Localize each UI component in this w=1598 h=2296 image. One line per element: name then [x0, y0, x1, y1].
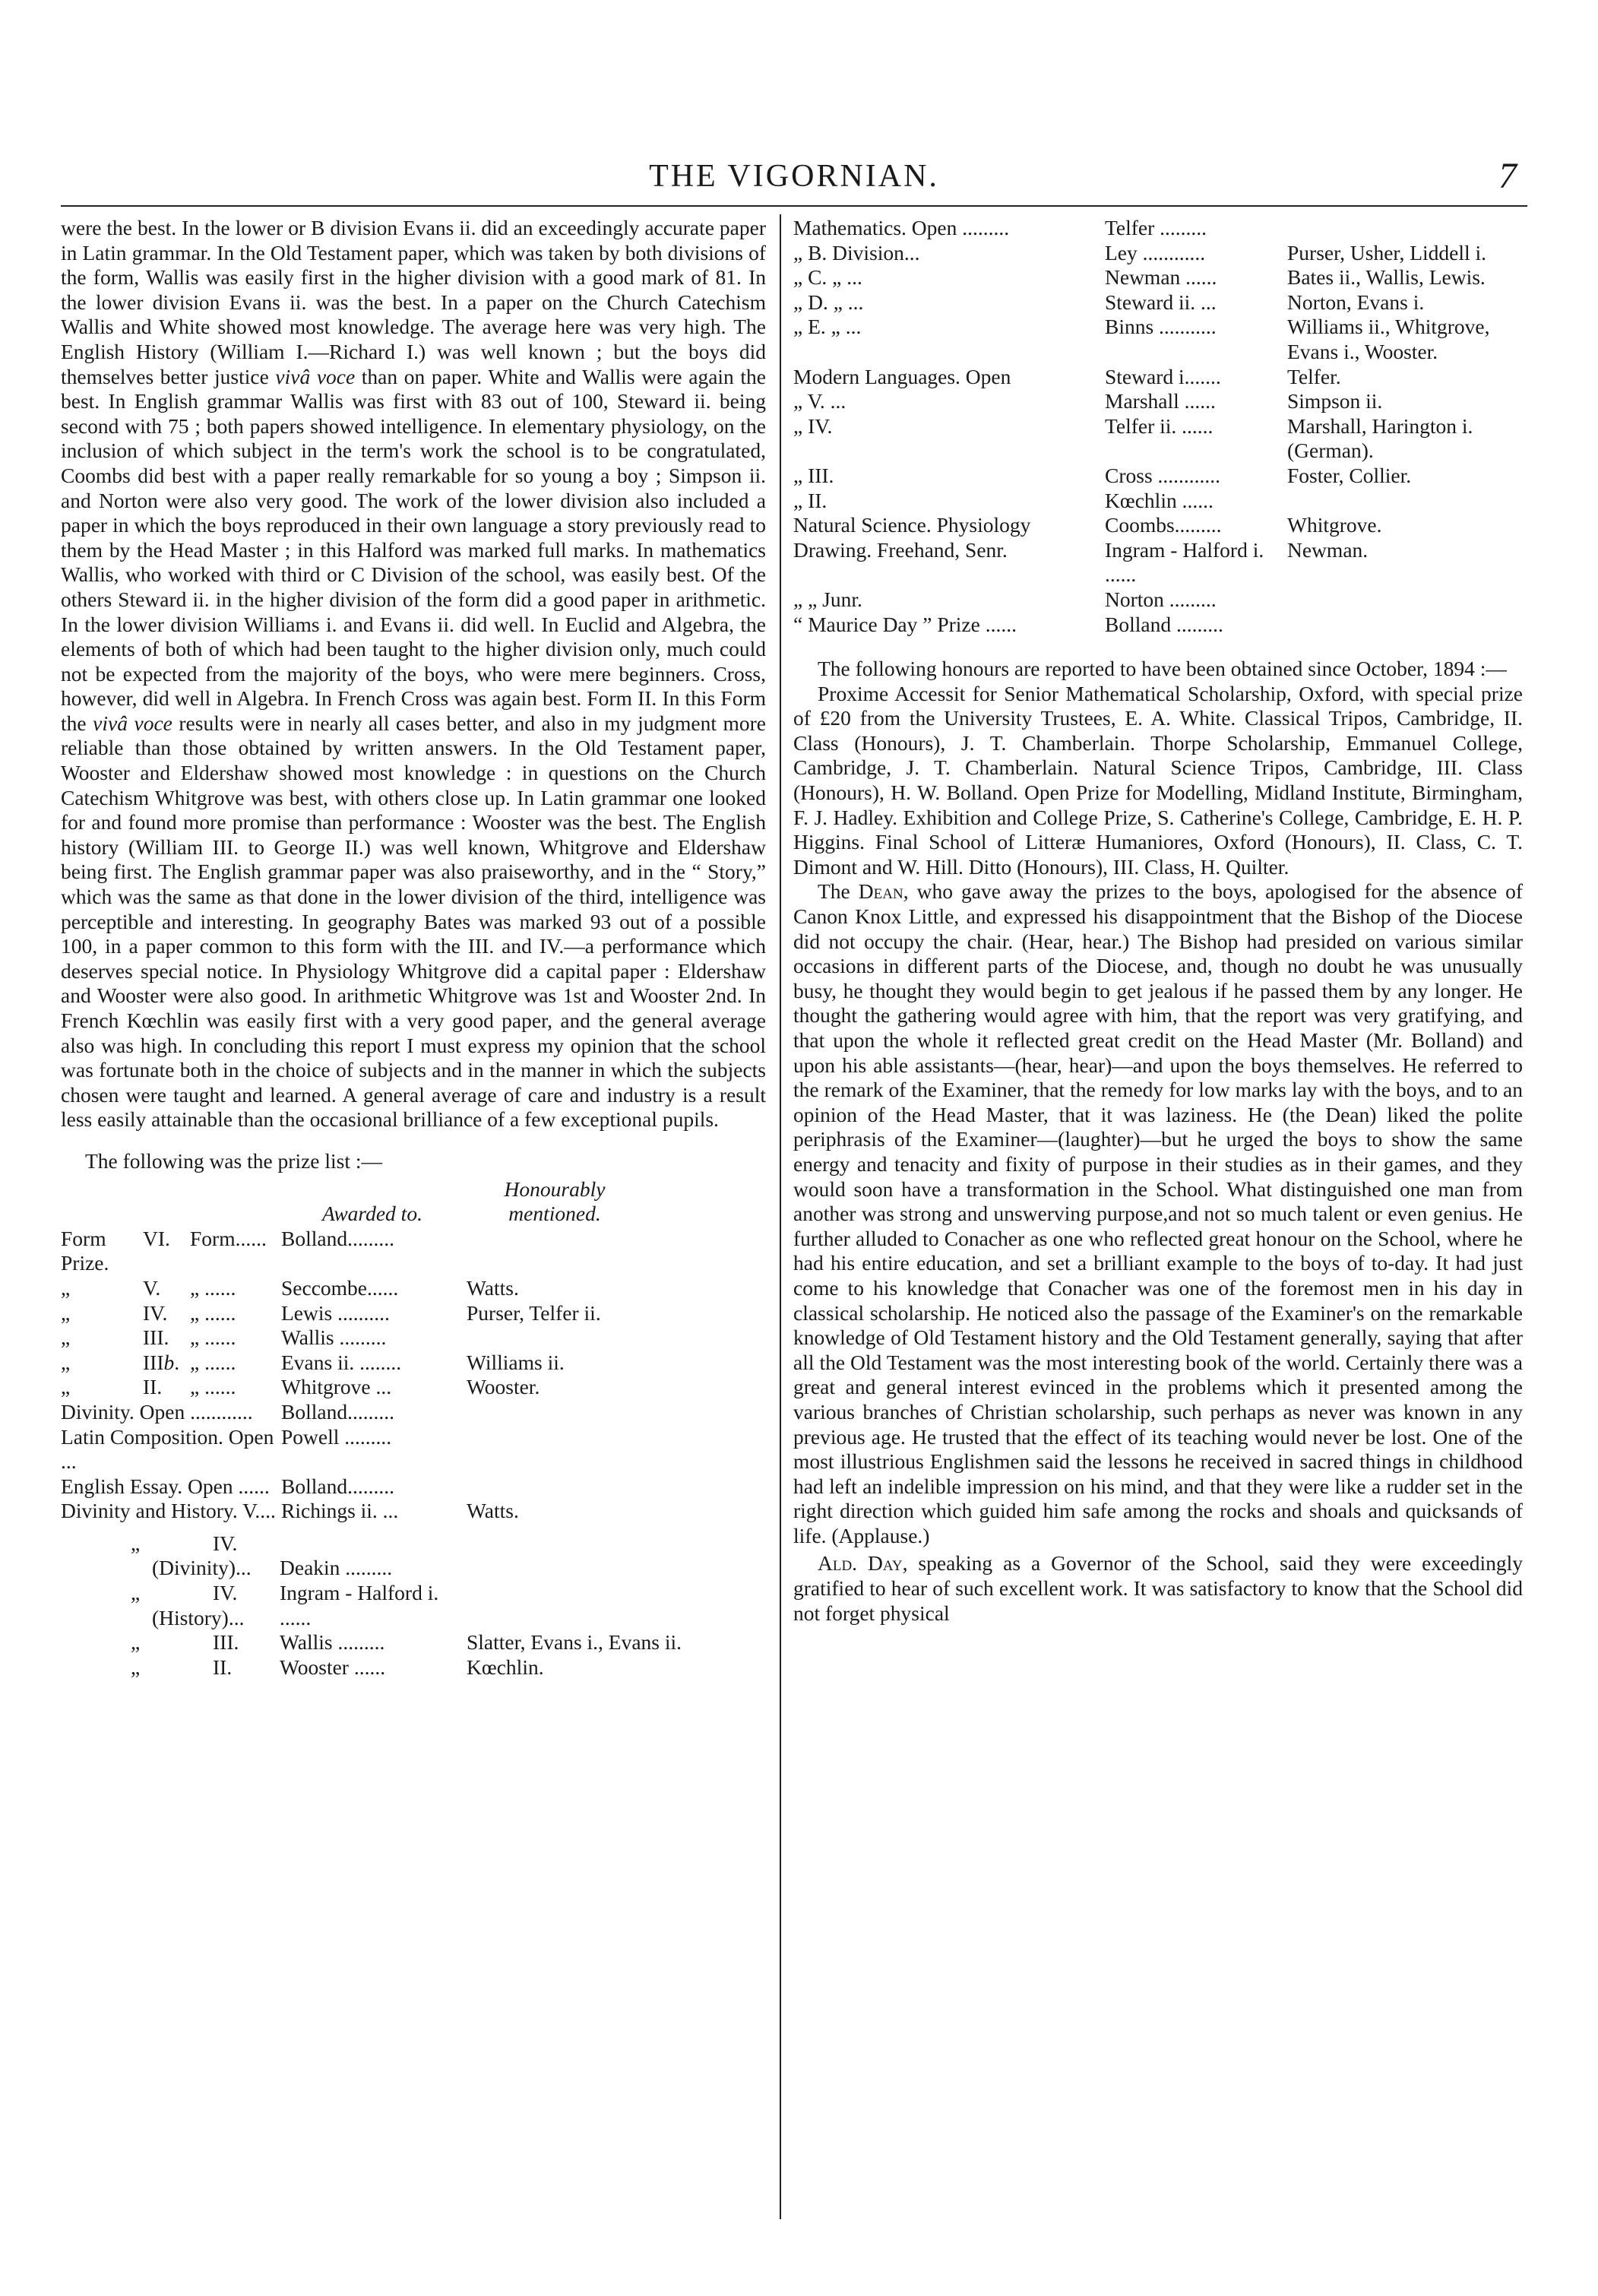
subject-prize-table — [793, 216, 1523, 637]
awarded-to: Bolland......... — [281, 1226, 394, 1250]
table-row — [793, 315, 1523, 364]
table-row — [61, 1581, 766, 1630]
table-row — [793, 489, 1523, 514]
form-cell — [152, 1581, 280, 1630]
form-number: III. — [143, 1325, 169, 1350]
awarded-to-heading: Awarded to. — [322, 1201, 422, 1225]
honours-list: Proxime Accessit for Senior Mathematical Scholarship, Oxford, with special prize of £20 from the University Trustees, E. A. White. Classical Tripos, Cambridge, II. Class (Honours), J. T. Chamberlain. Thorpe Scholarship, Emmanuel College, Cambridge, J. T. Chamberlain. Natural Science Tripos, Cambridge, III. Class (Honours), H. W. Bolland. Open Prize for Modelling, Midland Institute, Birmingham, F. J. Hadley. Exhibition and College Prize, S. Catherine's College, Cambridge, E. H. P. Higgins. Final School of Litteræ Humaniores, Oxford (Honours), II. Class, C. T. Dimont and W. Hill. Ditto (Honours), III. Class, H. Quilter. — [793, 681, 1523, 879]
honours-intro: The following honours are reported to have been obtained since October, 1894 :— — [818, 657, 1507, 681]
table-row — [61, 1499, 766, 1524]
awarded-to: Bolland......... — [281, 1399, 394, 1424]
honourably-mentioned: Marshall, Harington i. (German). — [1287, 413, 1473, 463]
subject-label: „ „ Junr. — [793, 587, 862, 611]
awarded-to: Bolland......... — [281, 1474, 394, 1498]
prize-list-table — [61, 1177, 766, 1524]
awarded-to: Lewis .......... — [281, 1300, 390, 1325]
prize-label: „ — [61, 1350, 71, 1374]
awarded-to: Powell ......... — [281, 1424, 392, 1449]
awarded-to: Steward i....... — [1105, 364, 1221, 388]
awarded-to: Wooster ...... — [280, 1655, 386, 1679]
ditto-mark: „ — [131, 1581, 141, 1605]
form-cell — [152, 1531, 280, 1581]
prize-label: „ — [61, 1275, 71, 1300]
honourably-mentioned: Purser, Usher, Liddell i. — [1287, 240, 1487, 264]
subject-label: „ II. — [793, 488, 827, 512]
awarded-to: Ley ............ — [1105, 240, 1206, 264]
ditto-mark: „ — [131, 1655, 141, 1679]
table-row — [793, 290, 1523, 315]
awarded-to: Evans ii. ........ — [281, 1350, 402, 1374]
honourably-mentioned — [1287, 613, 1523, 638]
honourably-mentioned: Williams ii. — [467, 1350, 565, 1374]
awarded-to: Telfer ......... — [1105, 216, 1207, 239]
awarded-to: Wallis ......... — [280, 1630, 385, 1655]
honourably-mentioned: Slatter, Evans i., Evans ii. — [467, 1630, 682, 1655]
form-number: II. — [213, 1655, 233, 1679]
subject-prize-rows — [61, 1400, 766, 1524]
ditto-mark: „ — [131, 1531, 141, 1555]
awarded-to: Newman ...... — [1105, 265, 1217, 290]
honourably-mentioned: Foster, Collier. — [1287, 463, 1412, 487]
honourably-mentioned — [464, 1581, 766, 1630]
form-label: „ ...... — [190, 1350, 236, 1374]
honourably-mentioned: Watts. — [467, 1275, 519, 1300]
honourably-mentioned — [464, 1425, 766, 1474]
table-row — [61, 1351, 766, 1376]
awarded-to: Cross ............ — [1105, 463, 1221, 487]
subject-label: „ D. „ ... — [793, 290, 864, 314]
form-number: V. — [143, 1275, 161, 1300]
table-row — [793, 389, 1523, 414]
awarded-to: Steward ii. ... — [1105, 290, 1217, 314]
honourably-mentioned — [464, 1325, 766, 1351]
form-label: „ ...... — [190, 1325, 236, 1350]
prize-label: „ — [61, 1375, 71, 1399]
subject-label: “ Maurice Day ” Prize ...... — [793, 612, 1017, 636]
awarded-to: Deakin ......... — [280, 1556, 393, 1580]
subject-label: „ IV. — [793, 413, 833, 438]
form-label: „ ...... — [190, 1275, 236, 1300]
table-row — [61, 1276, 766, 1301]
honourably-mentioned — [464, 1227, 766, 1276]
table-row — [793, 216, 1523, 241]
prize-label: English Essay. Open ...... — [61, 1474, 270, 1498]
form-number: II. — [143, 1375, 163, 1399]
honourably-mentioned — [464, 1474, 766, 1500]
prize-label: „ — [61, 1325, 71, 1350]
awarded-to: Richings ii. ... — [281, 1499, 399, 1523]
form-label: Form...... — [190, 1226, 267, 1250]
form-label: „ ...... — [190, 1300, 236, 1325]
honourably-mentioned: Williams ii., Whitgrove, Evans i., Wooster. — [1287, 315, 1490, 363]
form-cell — [152, 1655, 280, 1680]
subject-label: „ C. „ ... — [793, 265, 862, 290]
awarded-to: Binns ........... — [1105, 315, 1217, 339]
honourably-mentioned: Purser, Telfer ii. — [467, 1300, 601, 1325]
table-row — [793, 538, 1523, 587]
table-row — [61, 1227, 766, 1276]
honourably-mentioned: Telfer. — [1287, 364, 1341, 388]
form-number: IV. — [213, 1531, 238, 1555]
honourably-mentioned — [1287, 489, 1523, 514]
table-row — [61, 1425, 766, 1474]
honourably-mentioned-heading: Honourably mentioned. — [504, 1177, 606, 1226]
prize-label: Divinity and History. V.... — [61, 1499, 276, 1523]
prize-list-header — [61, 1177, 766, 1227]
honourably-mentioned — [1287, 216, 1523, 241]
prize-label: Latin Composition. Open ... — [61, 1424, 274, 1474]
divinity-history-rows — [61, 1531, 766, 1680]
honourably-mentioned: Wooster. — [467, 1375, 540, 1399]
table-row — [793, 414, 1523, 464]
awarded-to: Ingram - Halford i. ...... — [1105, 537, 1264, 587]
awarded-to: Whitgrove ... — [281, 1375, 392, 1399]
divinity-history-table — [61, 1531, 766, 1680]
table-row — [61, 1375, 766, 1400]
awarded-to: Ingram - Halford i. ...... — [280, 1581, 439, 1629]
ditto-mark: „ — [131, 1630, 141, 1655]
journal-title: THE VIGORNIAN. — [649, 159, 939, 194]
subject-label: Drawing. Freehand, Senr. — [793, 537, 1008, 562]
awarded-to: Seccombe...... — [281, 1275, 399, 1300]
table-row — [61, 1531, 766, 1581]
subject-label: Mathematics. Open ......... — [793, 216, 1010, 239]
subject-label: Natural Science. Physiology — [793, 513, 1031, 537]
table-row — [61, 1301, 766, 1326]
subject-label: „ E. „ ... — [793, 315, 862, 339]
form-cell — [152, 1630, 280, 1655]
honourably-mentioned: Kœchlin. — [467, 1655, 544, 1679]
honourably-mentioned: Bates ii., Wallis, Lewis. — [1287, 265, 1486, 290]
form-prize-rows — [61, 1227, 766, 1400]
table-row — [61, 1474, 766, 1500]
subject-label: „ III. — [793, 463, 834, 487]
form-subject: (History)... — [152, 1605, 245, 1629]
table-row — [793, 613, 1523, 638]
page-number: 7 — [1498, 156, 1517, 196]
honourably-mentioned — [1287, 587, 1523, 613]
prize-label: „ — [61, 1300, 71, 1325]
awarded-to: Telfer ii. ...... — [1105, 413, 1214, 438]
table-row — [61, 1630, 766, 1655]
table-row — [793, 513, 1523, 538]
awarded-to: Bolland ......... — [1105, 612, 1223, 636]
left-column — [61, 216, 766, 1680]
subject-label: Modern Languages. Open — [793, 364, 1011, 388]
form-number: VI. — [143, 1226, 170, 1250]
honourably-mentioned: Norton, Evans i. — [1287, 290, 1425, 314]
honourably-mentioned — [464, 1400, 766, 1425]
page-header — [61, 158, 1527, 202]
form-label: „ ...... — [190, 1375, 236, 1399]
header-rule — [61, 205, 1527, 207]
prize-label: Form Prize. — [61, 1226, 109, 1275]
honourably-mentioned: Newman. — [1287, 537, 1369, 562]
awarded-to: Coombs......... — [1105, 513, 1222, 537]
form-number: IIIb. — [143, 1350, 180, 1374]
ald-day-speech: Ald. Day, speaking as a Governor of the School, said they were exceedingly gratified to hear of such excellent work. It was satisfactory to know that the School did not forget physical — [793, 1551, 1523, 1625]
subject-label: „ B. Division... — [793, 240, 920, 264]
table-row — [61, 1400, 766, 1425]
table-row — [793, 587, 1523, 613]
honourably-mentioned: Watts. — [467, 1499, 519, 1523]
prize-list-intro: The following was the prize list :— — [85, 1148, 383, 1173]
table-row — [61, 1325, 766, 1351]
table-row — [793, 241, 1523, 266]
right-column — [793, 216, 1523, 1626]
awarded-to: Norton ......... — [1105, 587, 1217, 611]
form-subject: (Divinity)... — [152, 1556, 252, 1580]
form-number: IV. — [213, 1581, 238, 1605]
awarded-to: Marshall ...... — [1105, 389, 1216, 413]
form-number: III. — [213, 1630, 239, 1655]
subject-label: „ V. ... — [793, 389, 846, 413]
awarded-to: Wallis ......... — [281, 1325, 387, 1350]
column-divider — [780, 214, 781, 2219]
table-row — [793, 464, 1523, 489]
honourably-mentioned: Simpson ii. — [1287, 389, 1383, 413]
dean-speech: The Dean, who gave away the prizes to the boys, apologised for the absence of Canon Knox Little, and expressed his disappointment that the Bishop of the Diocese did not occupy the chair. (Hear, hear.) The Bishop had presided on various similar occasions in different parts of the Diocese, and, though no doubt he was unusually busy, he thought they would begin to get jealous if he passed them by any longer. He thought the gathering would agree with him, that the report was very gratifying, and that upon the whole it reflected great credit on the Head Master (Mr. Bolland) and upon his able assistants—(hear, hear)—and upon the boys themselves. He referred to the remark of the Examiner, that the remedy for low marks lay with the boys, and to an opinion of the Head Master, that it was laziness. He (the Dean) liked the polite periphrasis of the Examiner—(laughter)—but he urged the boys to show the same energy and tenacity and fixity of purpose in their studies as in their games, and they would soon have a transformation in the School. What distinguished one man from another was strong and unswerving purpose,and not so much talent or even genius. He further alluded to Conacher as one who reflected great honour on the School, where he had his entire education, and set a brilliant example to the boys of to-day. It had just come to his knowledge that Conacher was one of the foremost men in his day in classical scholarship. He noticed also the passage of the Examiner's on the remarkable knowledge of Old Testament history and the Old Testament generally, saying that after all the Old Testament was the most interesting book of the world. Certainly there was a great and general interest evinced in the problems which it presented among the various branches of Christian scholarship, such perhaps as never was known in any previous age. He trusted that the effect of its teaching would never be lost. One of the most illustrious Englishmen said the lessons he received in sacred things in childhood had left an indelible impression on his mind, and that they were like a rudder set in the right direction which guided him safe among the rocks and shoals and quicksands of life. (Applause.) — [793, 879, 1523, 1547]
awarded-to: Kœchlin ...... — [1105, 488, 1214, 512]
table-row — [793, 265, 1523, 290]
honourably-mentioned — [464, 1531, 766, 1581]
table-row — [61, 1655, 766, 1680]
prize-label: Divinity. Open ............ — [61, 1399, 253, 1424]
table-row — [793, 365, 1523, 390]
honourably-mentioned: Whitgrove. — [1287, 513, 1382, 537]
examiner-report-paragraph: were the best. In the lower or B division Evans ii. did an exceedingly accurate paper in Latin grammar. In the Old Testament paper, which was taken by both divisions of the form, Wallis was easily first in the higher division with a good mark of 81. In the lower division Evans ii. was the best. In a paper on the Church Catechism Wallis and White showed most knowledge. The average here was very high. The English History (William I.—Richard I.) was well known ; but the boys did themselves better justice vivâ voce than on paper. White and Wallis were again the best. In English grammar Wallis was first with 83 out of 100, Steward ii. being second with 75 ; both papers showed intelligence. In elementary physiology, on the inclusion of which subject in the term's work the school is to be congratulated, Coombs did best with a paper really remarkable for so young a boy ; Simpson ii. and Norton were also very good. The work of the lower division also included a paper in which the boys reproduced in their own language a story previously read to them by the Head Master ; in this Halford was marked full marks. In mathematics Wallis, who worked with third or C Division of the school, was easily best. Of the others Steward ii. in the higher division of the form did a good paper in arithmetic. In the lower division Williams i. and Evans ii. did well. In Euclid and Algebra, the elements of both of which had been taught to the higher division only, much could not be expected from the majority of the boys, who were mere beginners. Cross, however, did well in Algebra. In French Cross was again best. Form II. In this Form the vivâ voce results were in nearly all cases better, and also in my judgment more reliable than those obtained by written answers. In the Old Testament paper, Wooster and Eldershaw showed most knowledge : in questions on the Church Catechism Whitgrove was best, with others close up. In Latin grammar one looked for and found more promise than performance : Wooster was the best. The English history (William III. to George II.) was well known, Whitgrove and Eldershaw being first. The English grammar paper was also praiseworthy, and in the “ Story,” which was the same as that done in the lower division of the third, intelligence was perceptible and interesting. In geography Bates was marked 93 out of a possible 100, in a paper common to this form with the III. and IV.—a performance which deserves special notice. In Physiology Whitgrove did a capital paper : Eldershaw and Wooster were also good. In arithmetic Whitgrove was 1st and Wooster 2nd. In French Kœchlin was easily first with a very good paper, and the general average also was high. In concluding this report I must express my opinion that the school was fortunate both in the choice of subjects and in the manner in which the subjects chosen were taught and learned. A general average of care and industry is a result less easily attainable than the occasional brilliance of a few exceptional pupils. — [61, 216, 766, 1132]
subject-rows — [793, 216, 1523, 637]
form-number: IV. — [143, 1300, 168, 1325]
